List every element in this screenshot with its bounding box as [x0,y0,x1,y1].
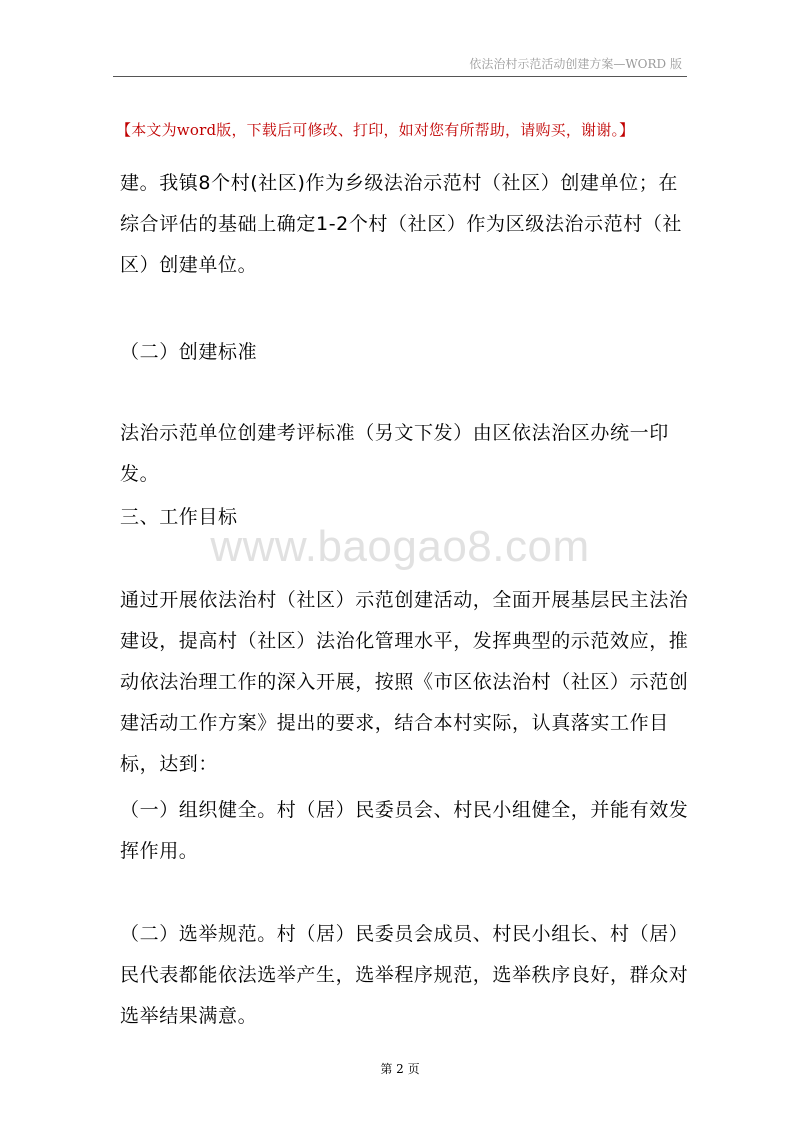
paragraph-goals-intro: 通过开展依法治村（社区）示范创建活动，全面开展基层民主法治建设，提高村（社区）法治化管理水平，发挥典型的示范效应，推动依法治理工作的深入开展，按照《市区依法治村（社区）示范创建活动工作方案》提出的要求，结合本村实际，认真落实工作目标，达到： [120,589,689,775]
document-header-title: 依法治村示范活动创建方案—WORD 版 [469,57,682,71]
header-divider [113,76,687,77]
paragraph-evaluation-standard: 法治示范单位创建考评标准（另文下发）由区依法治区办统一印发。 [120,422,669,485]
section-heading-creation-standard: （二）创建标准 [120,341,258,363]
paragraph-creation-units: 建。我镇8个村(社区)作为乡级法治示范村（社区）创建单位；在综合评估的基础上确定1-2个村（社区）作为区级法治示范村（社区）创建单位。 [120,172,683,276]
purchase-notice: 【本文为word版，下载后可修改、打印，如对您有所帮助，请购买，谢谢。】 [116,121,635,139]
watermark: www.baogao8.com [210,522,590,571]
section-heading-work-goals: 三、工作目标 [120,506,238,528]
paragraph-election-standard: （二）选举规范。村（居）民委员会成员、村民小组长、村（居）民代表都能依法选举产生，选举程序规范，选举秩序良好，群众对选举结果满意。 [120,923,689,1027]
paragraph-organization-sound: （一）组织健全。村（居）民委员会、村民小组健全，并能有效发挥作用。 [120,799,689,862]
page-number: 第 2 页 [380,1062,420,1076]
